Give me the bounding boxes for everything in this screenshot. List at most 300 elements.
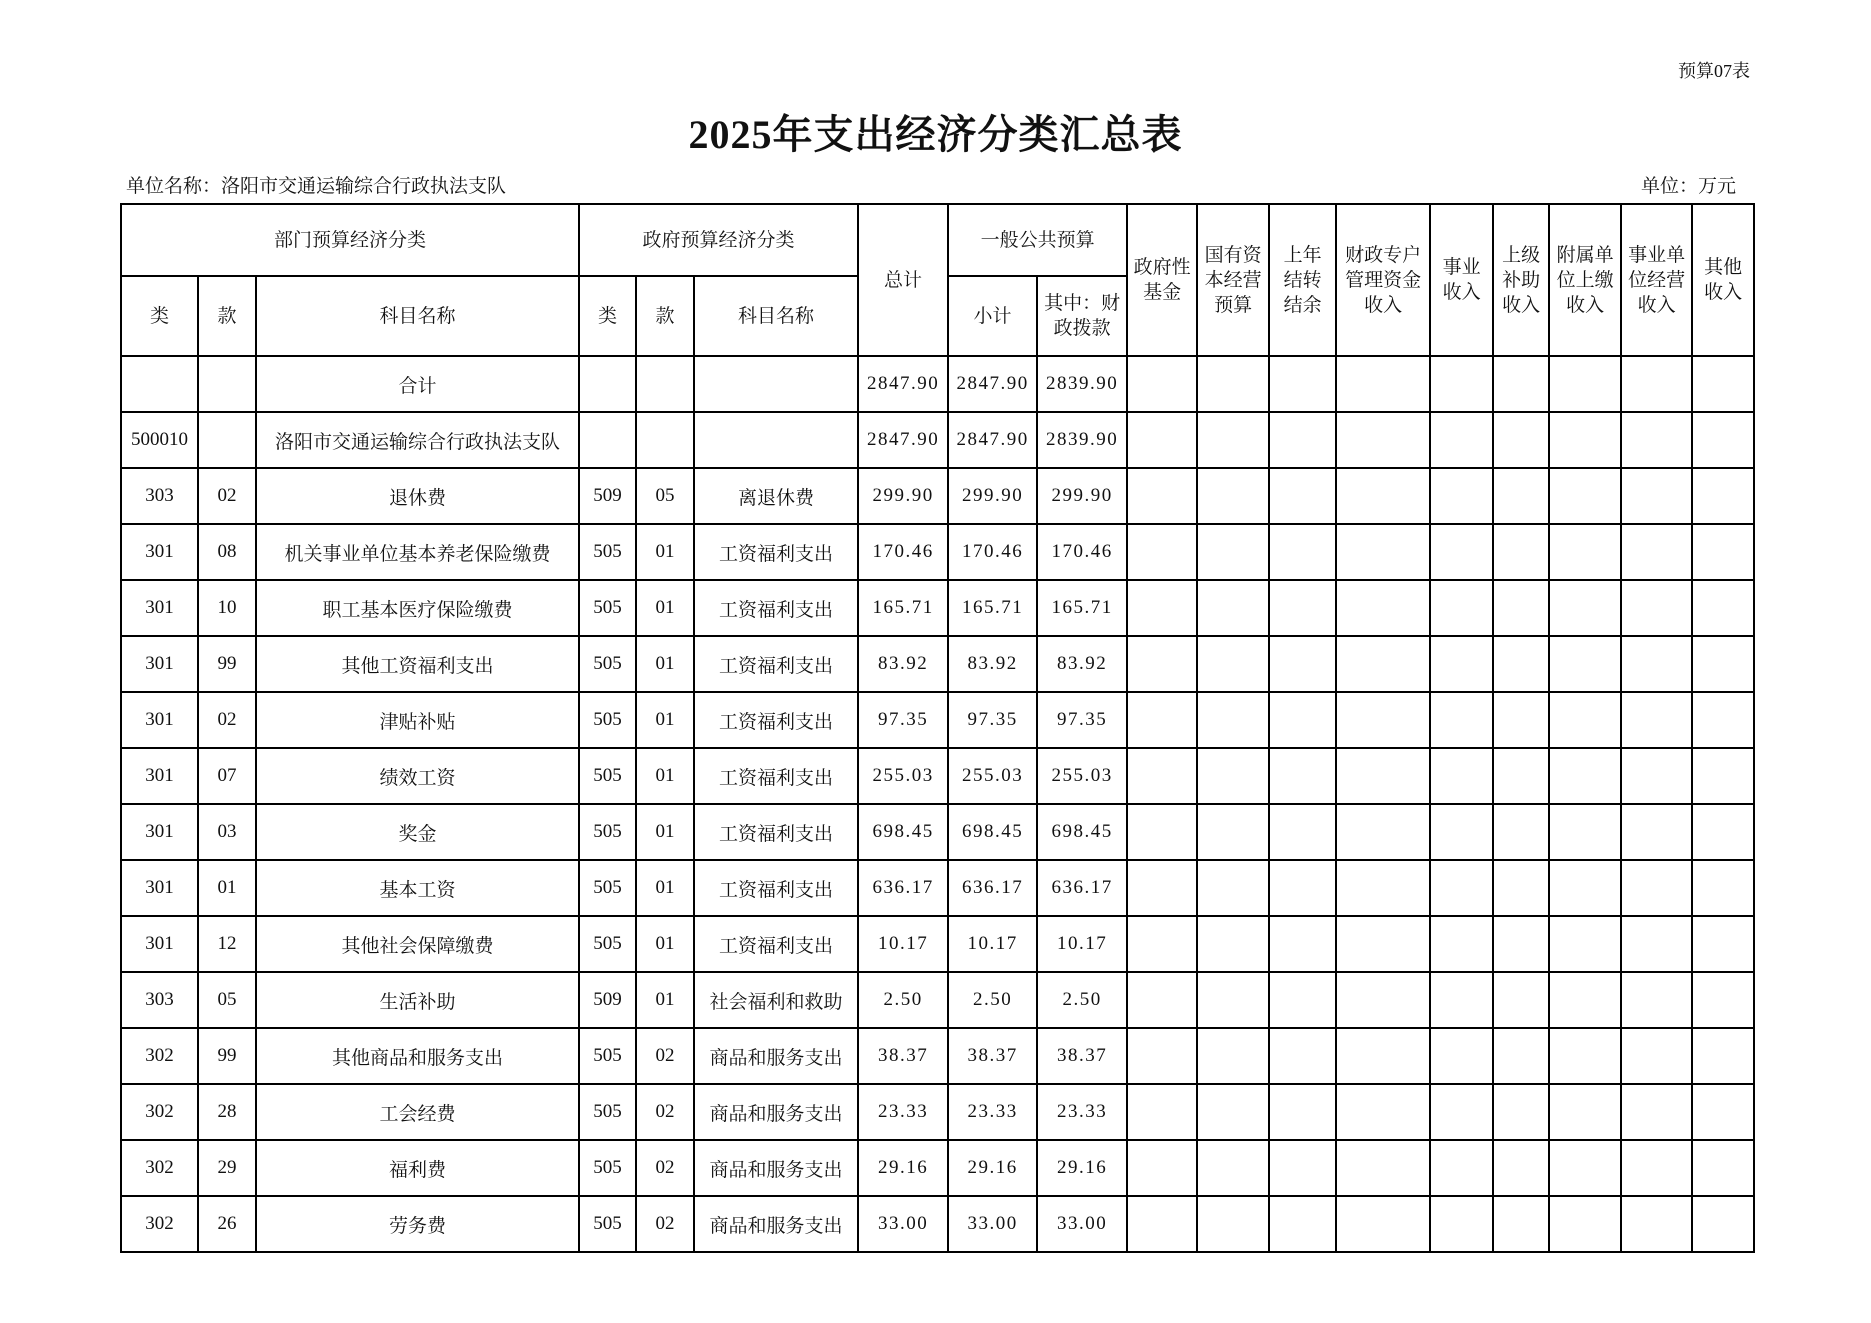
gov-subject-cell: 工资福利支出 xyxy=(694,636,858,692)
carryover-cell xyxy=(1269,524,1336,580)
affiliated-payment-cell xyxy=(1549,1140,1621,1196)
carryover-cell xyxy=(1269,1028,1336,1084)
gov-class-cell: 505 xyxy=(579,804,636,860)
carryover-cell xyxy=(1269,636,1336,692)
state-capital-cell xyxy=(1197,1196,1269,1252)
gov-fund-cell xyxy=(1127,916,1197,972)
table-row xyxy=(121,524,1754,580)
special-account-cell xyxy=(1336,412,1430,468)
subtotal-cell: 2847.90 xyxy=(948,356,1037,412)
gov-class-cell: 509 xyxy=(579,468,636,524)
superior-subsidy-cell xyxy=(1493,636,1549,692)
operating-income-cell xyxy=(1621,692,1692,748)
affiliated-payment-cell xyxy=(1549,412,1621,468)
business-income-cell xyxy=(1430,356,1493,412)
other-income-cell xyxy=(1692,692,1754,748)
gov-subject-cell: 工资福利支出 xyxy=(694,748,858,804)
business-income-cell xyxy=(1430,972,1493,1028)
gov-item-cell xyxy=(636,356,694,412)
dept-class-cell: 303 xyxy=(121,468,198,524)
total-cell: 97.35 xyxy=(858,692,948,748)
total-cell: 299.90 xyxy=(858,468,948,524)
table-header xyxy=(121,204,1754,356)
gov-subject-cell: 工资福利支出 xyxy=(694,804,858,860)
gov-class-cell: 505 xyxy=(579,524,636,580)
dept-subject-cell: 其他社会保障缴费 xyxy=(256,916,579,972)
gov-class-cell: 505 xyxy=(579,1084,636,1140)
subtotal-cell: 23.33 xyxy=(948,1084,1037,1140)
affiliated-payment-cell xyxy=(1549,580,1621,636)
form-number-label: 预算07表 xyxy=(1678,61,1750,81)
dept-class-cell: 301 xyxy=(121,860,198,916)
superior-subsidy-cell xyxy=(1493,748,1549,804)
dept-subject-cell: 奖金 xyxy=(256,804,579,860)
dept-subject-cell: 其他工资福利支出 xyxy=(256,636,579,692)
business-income-cell xyxy=(1430,1196,1493,1252)
dept-subject-cell: 绩效工资 xyxy=(256,748,579,804)
superior-subsidy-cell xyxy=(1493,972,1549,1028)
dept-subject-cell: 洛阳市交通运输综合行政执法支队 xyxy=(256,412,579,468)
gov-fund-cell xyxy=(1127,1140,1197,1196)
state-capital-cell xyxy=(1197,412,1269,468)
total-cell: 636.17 xyxy=(858,860,948,916)
operating-income-cell xyxy=(1621,468,1692,524)
gov-item-cell: 01 xyxy=(636,748,694,804)
carryover-cell xyxy=(1269,1140,1336,1196)
superior-subsidy-cell xyxy=(1493,916,1549,972)
subtotal-cell: 83.92 xyxy=(948,636,1037,692)
business-income-cell xyxy=(1430,916,1493,972)
state-capital-cell xyxy=(1197,804,1269,860)
dept-class-cell: 301 xyxy=(121,748,198,804)
total-cell: 23.33 xyxy=(858,1084,948,1140)
gov-fund-cell xyxy=(1127,692,1197,748)
special-account-header: 财政专户 管理资金 收入 xyxy=(1336,204,1430,356)
gov-class-cell: 505 xyxy=(579,580,636,636)
dept-item-cell: 03 xyxy=(198,804,256,860)
carryover-cell xyxy=(1269,748,1336,804)
total-cell: 2847.90 xyxy=(858,356,948,412)
special-account-cell xyxy=(1336,580,1430,636)
other-income-cell xyxy=(1692,972,1754,1028)
subtotal-cell: 2847.90 xyxy=(948,412,1037,468)
dept-classification-header: 部门预算经济分类 xyxy=(121,204,579,276)
gov-fund-cell xyxy=(1127,412,1197,468)
dept-item-cell xyxy=(198,356,256,412)
dept-item-cell: 05 xyxy=(198,972,256,1028)
affiliated-payment-cell xyxy=(1549,1196,1621,1252)
subtotal-cell: 38.37 xyxy=(948,1028,1037,1084)
dept-subject-cell: 退休费 xyxy=(256,468,579,524)
gov-subject-cell: 商品和服务支出 xyxy=(694,1196,858,1252)
superior-subsidy-cell xyxy=(1493,524,1549,580)
dept-class-cell: 500010 xyxy=(121,412,198,468)
operating-income-cell xyxy=(1621,748,1692,804)
subtotal-cell: 299.90 xyxy=(948,468,1037,524)
affiliated-payment-cell xyxy=(1549,972,1621,1028)
operating-income-cell xyxy=(1621,916,1692,972)
dept-subject-cell: 其他商品和服务支出 xyxy=(256,1028,579,1084)
carryover-cell xyxy=(1269,412,1336,468)
dept-item-cell: 99 xyxy=(198,1028,256,1084)
subtotal-cell: 255.03 xyxy=(948,748,1037,804)
gov-subject-cell: 社会福利和救助 xyxy=(694,972,858,1028)
affiliated-payment-cell xyxy=(1549,1028,1621,1084)
gov-item-cell: 02 xyxy=(636,1028,694,1084)
affiliated-payment-cell xyxy=(1549,916,1621,972)
total-cell: 10.17 xyxy=(858,916,948,972)
dept-item-cell: 28 xyxy=(198,1084,256,1140)
affiliated-payment-cell xyxy=(1549,1084,1621,1140)
business-income-cell xyxy=(1430,860,1493,916)
table-row xyxy=(121,356,1754,412)
subtotal-cell: 636.17 xyxy=(948,860,1037,916)
fiscal-appropriation-cell: 29.16 xyxy=(1037,1140,1127,1196)
other-income-cell xyxy=(1692,1084,1754,1140)
other-income-header: 其他 收入 xyxy=(1692,204,1754,356)
currency-unit-label: 单位：万元 xyxy=(1640,176,1736,197)
dept-subject-cell: 劳务费 xyxy=(256,1196,579,1252)
state-capital-cell xyxy=(1197,1140,1269,1196)
gov-class-cell: 505 xyxy=(579,636,636,692)
table-row xyxy=(121,580,1754,636)
operating-income-cell xyxy=(1621,1140,1692,1196)
carryover-cell xyxy=(1269,692,1336,748)
gov-fund-cell xyxy=(1127,748,1197,804)
table-row xyxy=(121,748,1754,804)
total-cell: 33.00 xyxy=(858,1196,948,1252)
dept-class-cell: 301 xyxy=(121,692,198,748)
gov-class-cell: 505 xyxy=(579,748,636,804)
table-row xyxy=(121,692,1754,748)
table-row xyxy=(121,636,1754,692)
dept-class-cell: 301 xyxy=(121,580,198,636)
gov-class-cell: 509 xyxy=(579,972,636,1028)
unit-name-label: 单位名称：洛阳市交通运输综合行政执法支队 xyxy=(126,176,507,197)
gov-class-cell: 505 xyxy=(579,1028,636,1084)
other-income-cell xyxy=(1692,748,1754,804)
special-account-cell xyxy=(1336,804,1430,860)
state-capital-cell xyxy=(1197,692,1269,748)
special-account-cell xyxy=(1336,748,1430,804)
special-account-cell xyxy=(1336,636,1430,692)
dept-item-cell: 12 xyxy=(198,916,256,972)
superior-subsidy-header: 上级 补助 收入 xyxy=(1493,204,1549,356)
dept-item-cell xyxy=(198,412,256,468)
fiscal-appropriation-cell: 2839.90 xyxy=(1037,412,1127,468)
other-income-cell xyxy=(1692,1196,1754,1252)
superior-subsidy-cell xyxy=(1493,1028,1549,1084)
gov-subject-cell: 离退休费 xyxy=(694,468,858,524)
other-income-cell xyxy=(1692,412,1754,468)
fiscal-appropriation-cell: 698.45 xyxy=(1037,804,1127,860)
subtotal-cell: 165.71 xyxy=(948,580,1037,636)
business-income-cell xyxy=(1430,1084,1493,1140)
dept-class-cell: 302 xyxy=(121,1084,198,1140)
special-account-cell xyxy=(1336,524,1430,580)
dept-subject-cell: 津贴补贴 xyxy=(256,692,579,748)
affiliated-payment-cell xyxy=(1549,636,1621,692)
fiscal-appropriation-header: 其中：财 政拨款 xyxy=(1037,276,1127,356)
business-income-cell xyxy=(1430,748,1493,804)
total-cell: 165.71 xyxy=(858,580,948,636)
other-income-cell xyxy=(1692,356,1754,412)
subtotal-cell: 698.45 xyxy=(948,804,1037,860)
gov-classification-header: 政府预算经济分类 xyxy=(579,204,858,276)
gov-subject-cell: 工资福利支出 xyxy=(694,524,858,580)
superior-subsidy-cell xyxy=(1493,412,1549,468)
fiscal-appropriation-cell: 636.17 xyxy=(1037,860,1127,916)
special-account-cell xyxy=(1336,972,1430,1028)
gov-fund-cell xyxy=(1127,580,1197,636)
table-row xyxy=(121,412,1754,468)
dept-item-cell: 02 xyxy=(198,468,256,524)
total-cell: 170.46 xyxy=(858,524,948,580)
operating-income-cell xyxy=(1621,1196,1692,1252)
dept-class-cell: 302 xyxy=(121,1196,198,1252)
state-capital-cell xyxy=(1197,1084,1269,1140)
subtotal-cell: 97.35 xyxy=(948,692,1037,748)
table-row xyxy=(121,468,1754,524)
total-cell: 38.37 xyxy=(858,1028,948,1084)
operating-income-cell xyxy=(1621,636,1692,692)
superior-subsidy-cell xyxy=(1493,468,1549,524)
state-capital-header: 国有资 本经营 预算 xyxy=(1197,204,1269,356)
fiscal-appropriation-cell: 2.50 xyxy=(1037,972,1127,1028)
header-row-top xyxy=(121,204,1754,276)
carryover-cell xyxy=(1269,916,1336,972)
carryover-cell xyxy=(1269,1196,1336,1252)
carryover-header: 上年 结转 结余 xyxy=(1269,204,1336,356)
subtotal-cell: 10.17 xyxy=(948,916,1037,972)
gov-item-cell: 01 xyxy=(636,580,694,636)
carryover-cell xyxy=(1269,804,1336,860)
total-cell: 698.45 xyxy=(858,804,948,860)
gov-fund-cell xyxy=(1127,1028,1197,1084)
gov-subject-cell: 工资福利支出 xyxy=(694,692,858,748)
dept-subject-cell: 职工基本医疗保险缴费 xyxy=(256,580,579,636)
state-capital-cell xyxy=(1197,860,1269,916)
operating-income-cell xyxy=(1621,860,1692,916)
subtotal-header: 小计 xyxy=(948,276,1037,356)
dept-item-header: 款 xyxy=(198,276,256,356)
special-account-cell xyxy=(1336,860,1430,916)
dept-class-cell: 301 xyxy=(121,804,198,860)
special-account-cell xyxy=(1336,692,1430,748)
dept-subject-cell: 基本工资 xyxy=(256,860,579,916)
fiscal-appropriation-cell: 165.71 xyxy=(1037,580,1127,636)
special-account-cell xyxy=(1336,1196,1430,1252)
affiliated-payment-cell xyxy=(1549,748,1621,804)
business-income-cell xyxy=(1430,636,1493,692)
total-cell: 255.03 xyxy=(858,748,948,804)
gov-subject-cell: 商品和服务支出 xyxy=(694,1028,858,1084)
operating-income-cell xyxy=(1621,412,1692,468)
other-income-cell xyxy=(1692,636,1754,692)
table-row xyxy=(121,916,1754,972)
affiliated-payment-cell xyxy=(1549,804,1621,860)
dept-class-cell: 301 xyxy=(121,524,198,580)
operating-income-cell xyxy=(1621,972,1692,1028)
gov-item-cell: 01 xyxy=(636,636,694,692)
dept-class-cell: 302 xyxy=(121,1140,198,1196)
superior-subsidy-cell xyxy=(1493,580,1549,636)
general-budget-header: 一般公共预算 xyxy=(948,204,1127,276)
other-income-cell xyxy=(1692,860,1754,916)
gov-item-cell: 01 xyxy=(636,860,694,916)
other-income-cell xyxy=(1692,468,1754,524)
fiscal-appropriation-cell: 23.33 xyxy=(1037,1084,1127,1140)
dept-class-cell: 302 xyxy=(121,1028,198,1084)
special-account-cell xyxy=(1336,1084,1430,1140)
dept-class-cell: 303 xyxy=(121,972,198,1028)
affiliated-payment-cell xyxy=(1549,860,1621,916)
operating-income-cell xyxy=(1621,356,1692,412)
state-capital-cell xyxy=(1197,972,1269,1028)
other-income-cell xyxy=(1692,804,1754,860)
superior-subsidy-cell xyxy=(1493,1084,1549,1140)
gov-item-cell: 02 xyxy=(636,1084,694,1140)
state-capital-cell xyxy=(1197,1028,1269,1084)
business-income-cell xyxy=(1430,524,1493,580)
gov-subject-cell xyxy=(694,412,858,468)
carryover-cell xyxy=(1269,580,1336,636)
superior-subsidy-cell xyxy=(1493,804,1549,860)
dept-item-cell: 08 xyxy=(198,524,256,580)
fiscal-appropriation-cell: 97.35 xyxy=(1037,692,1127,748)
fiscal-appropriation-cell: 38.37 xyxy=(1037,1028,1127,1084)
gov-item-cell: 05 xyxy=(636,468,694,524)
affiliated-payment-cell xyxy=(1549,692,1621,748)
total-cell: 29.16 xyxy=(858,1140,948,1196)
affiliated-payment-cell xyxy=(1549,356,1621,412)
operating-income-cell xyxy=(1621,580,1692,636)
gov-class-cell xyxy=(579,412,636,468)
dept-subject-header: 科目名称 xyxy=(256,276,579,356)
state-capital-cell xyxy=(1197,916,1269,972)
fiscal-appropriation-cell: 10.17 xyxy=(1037,916,1127,972)
subtotal-cell: 33.00 xyxy=(948,1196,1037,1252)
fiscal-appropriation-cell: 299.90 xyxy=(1037,468,1127,524)
gov-subject-cell xyxy=(694,356,858,412)
carryover-cell xyxy=(1269,860,1336,916)
gov-subject-cell: 工资福利支出 xyxy=(694,916,858,972)
gov-fund-cell xyxy=(1127,524,1197,580)
operating-income-cell xyxy=(1621,1084,1692,1140)
dept-item-cell: 07 xyxy=(198,748,256,804)
special-account-cell xyxy=(1336,356,1430,412)
dept-item-cell: 01 xyxy=(198,860,256,916)
subtotal-cell: 2.50 xyxy=(948,972,1037,1028)
gov-fund-cell xyxy=(1127,356,1197,412)
gov-fund-cell xyxy=(1127,1084,1197,1140)
table-row xyxy=(121,1196,1754,1252)
state-capital-cell xyxy=(1197,356,1269,412)
gov-fund-cell xyxy=(1127,972,1197,1028)
other-income-cell xyxy=(1692,916,1754,972)
gov-fund-cell xyxy=(1127,636,1197,692)
gov-class-cell: 505 xyxy=(579,1140,636,1196)
dept-item-cell: 10 xyxy=(198,580,256,636)
gov-subject-cell: 商品和服务支出 xyxy=(694,1084,858,1140)
superior-subsidy-cell xyxy=(1493,692,1549,748)
superior-subsidy-cell xyxy=(1493,356,1549,412)
fiscal-appropriation-cell: 2839.90 xyxy=(1037,356,1127,412)
other-income-cell xyxy=(1692,580,1754,636)
fiscal-appropriation-cell: 83.92 xyxy=(1037,636,1127,692)
expenditure-summary-table xyxy=(120,203,1755,1253)
dept-subject-cell: 合计 xyxy=(256,356,579,412)
total-cell: 2.50 xyxy=(858,972,948,1028)
business-income-cell xyxy=(1430,468,1493,524)
dept-class-cell: 301 xyxy=(121,636,198,692)
affiliated-payment-cell xyxy=(1549,524,1621,580)
gov-item-cell: 01 xyxy=(636,524,694,580)
state-capital-cell xyxy=(1197,468,1269,524)
operating-income-cell xyxy=(1621,524,1692,580)
affiliated-payment-header: 附属单 位上缴 收入 xyxy=(1549,204,1621,356)
other-income-cell xyxy=(1692,524,1754,580)
carryover-cell xyxy=(1269,972,1336,1028)
table-row xyxy=(121,972,1754,1028)
gov-class-cell: 505 xyxy=(579,1196,636,1252)
table-row xyxy=(121,1084,1754,1140)
subtotal-cell: 170.46 xyxy=(948,524,1037,580)
dept-subject-cell: 福利费 xyxy=(256,1140,579,1196)
dept-class-header: 类 xyxy=(121,276,198,356)
gov-subject-cell: 工资福利支出 xyxy=(694,860,858,916)
operating-income-header: 事业单 位经营 收入 xyxy=(1621,204,1692,356)
state-capital-cell xyxy=(1197,748,1269,804)
dept-subject-cell: 机关事业单位基本养老保险缴费 xyxy=(256,524,579,580)
carryover-cell xyxy=(1269,468,1336,524)
gov-item-header: 款 xyxy=(636,276,694,356)
gov-item-cell: 02 xyxy=(636,1196,694,1252)
gov-class-cell: 505 xyxy=(579,692,636,748)
business-income-cell xyxy=(1430,580,1493,636)
gov-item-cell: 01 xyxy=(636,804,694,860)
subtotal-cell: 29.16 xyxy=(948,1140,1037,1196)
fiscal-appropriation-cell: 170.46 xyxy=(1037,524,1127,580)
dept-item-cell: 99 xyxy=(198,636,256,692)
dept-item-cell: 26 xyxy=(198,1196,256,1252)
total-cell: 83.92 xyxy=(858,636,948,692)
fiscal-appropriation-cell: 33.00 xyxy=(1037,1196,1127,1252)
table-row xyxy=(121,860,1754,916)
carryover-cell xyxy=(1269,1084,1336,1140)
business-income-cell xyxy=(1430,412,1493,468)
gov-item-cell xyxy=(636,412,694,468)
total-header: 总计 xyxy=(858,204,948,356)
gov-class-cell: 505 xyxy=(579,916,636,972)
affiliated-payment-cell xyxy=(1549,468,1621,524)
other-income-cell xyxy=(1692,1140,1754,1196)
gov-fund-cell xyxy=(1127,468,1197,524)
table-row xyxy=(121,1140,1754,1196)
gov-subject-cell: 商品和服务支出 xyxy=(694,1140,858,1196)
table-row xyxy=(121,1028,1754,1084)
dept-subject-cell: 生活补助 xyxy=(256,972,579,1028)
gov-fund-cell xyxy=(1127,860,1197,916)
page-title: 2025年支出经济分类汇总表 xyxy=(688,112,1183,157)
superior-subsidy-cell xyxy=(1493,1140,1549,1196)
table-row xyxy=(121,804,1754,860)
superior-subsidy-cell xyxy=(1493,1196,1549,1252)
gov-item-cell: 01 xyxy=(636,972,694,1028)
other-income-cell xyxy=(1692,1028,1754,1084)
table-body xyxy=(121,356,1754,1252)
business-income-cell xyxy=(1430,1028,1493,1084)
